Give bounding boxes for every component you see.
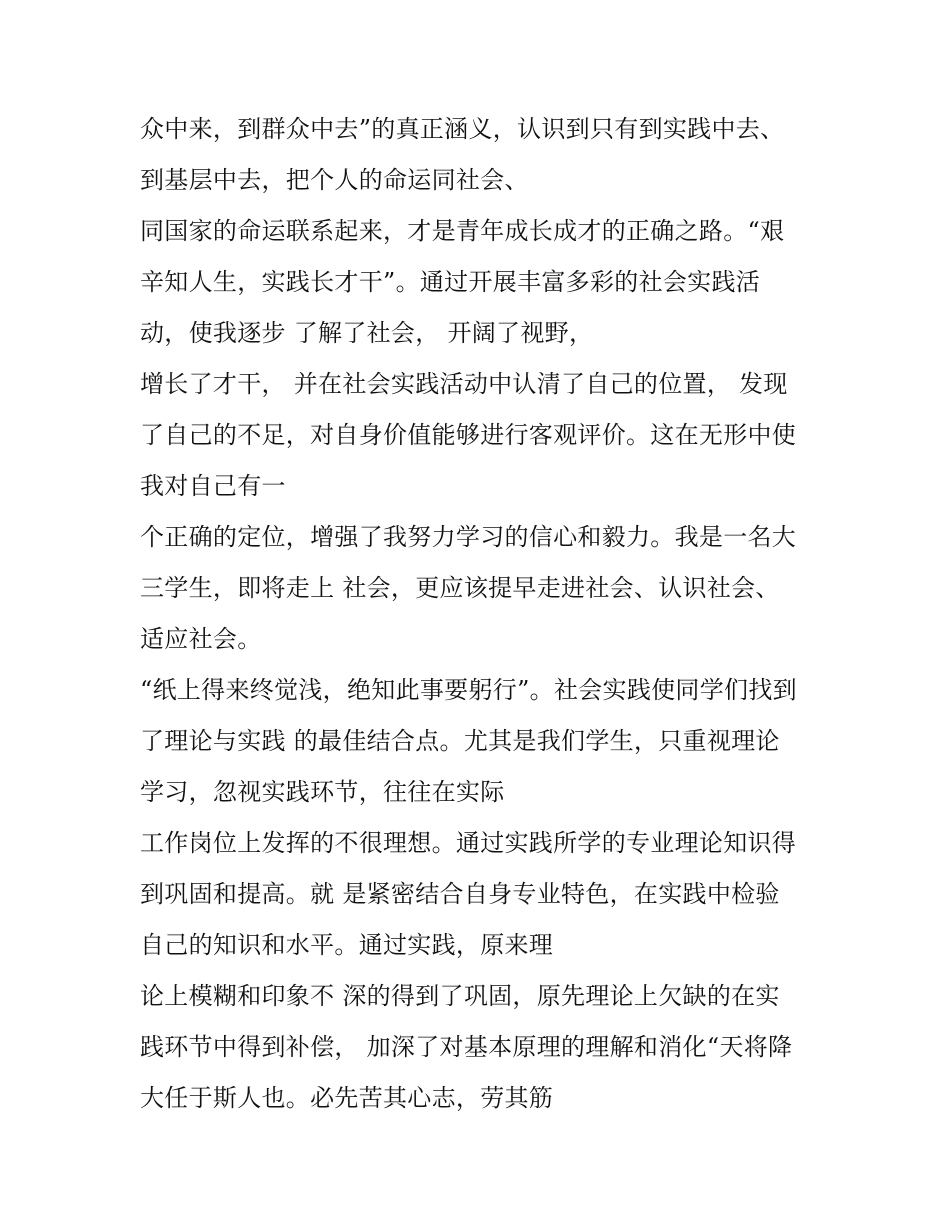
body-text [140, 104, 830, 1124]
text-line: 三学生，即将走上 社会，更应该提早走进社会、认识社会、 [140, 574, 780, 602]
text-line: 众中来，到群众中去”的真正涵义，认识到只有到实践中去、 [140, 115, 785, 143]
text-line: 增长了才干， 并在社会实践活动中认清了自己的位置， 发现 [140, 370, 788, 398]
text-line: 了理论与实践 的最佳结合点。尤其是我们学生，只重视理论 [140, 727, 780, 755]
text-line: 辛知人生，实践长才干”。通过开展丰富多彩的社会实践活 [140, 268, 761, 296]
text-line: 了自己的不足，对自身价值能够进行客观评价。这在无形中使 [140, 421, 797, 449]
text-line: 个正确的定位，增强了我努力学习的信心和毅力。我是一名大 [140, 523, 797, 551]
text-line: 我对自己有一 [140, 472, 286, 500]
text-line: 自己的知识和水平。通过实践，原来理 [140, 931, 554, 959]
text-line: “纸上得来终觉浅，绝知此事要躬行”。社会实践使同学们找到 [140, 676, 797, 704]
text-line: 大任于斯人也。必先苦其心志，劳其筋 [140, 1084, 554, 1112]
text-line: 到基层中去，把个人的命运同社会、 [140, 166, 529, 194]
text-line: 论上模糊和印象不 深的得到了巩固，原先理论上欠缺的在实 [140, 982, 780, 1010]
text-line: 学习，忽视实践环节，往往在实际 [140, 778, 505, 806]
text-line: 践环节中得到补偿， 加深了对基本原理的理解和消化“天将降 [140, 1033, 793, 1061]
text-line: 工作岗位上发挥的不很理想。通过实践所学的专业理论知识得 [140, 829, 797, 857]
text-line: 动，使我逐步 了解了社会， 开阔了视野， [140, 319, 594, 347]
text-line: 适应社会。 [140, 625, 262, 653]
text-line: 到巩固和提高。就 是紧密结合自身专业特色，在实践中检验 [140, 880, 780, 908]
text-line: 同国家的命运联系起来，才是青年成长成才的正确之路。“艰 [140, 217, 785, 245]
